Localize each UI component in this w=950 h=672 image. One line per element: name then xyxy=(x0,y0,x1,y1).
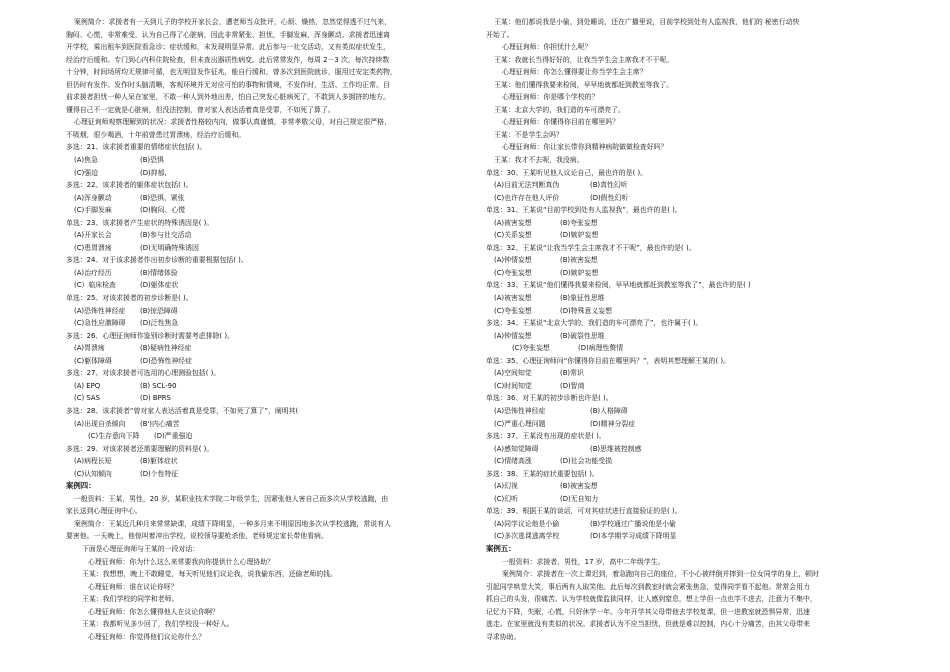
answer-options xyxy=(66,317,458,330)
text-line: 胸闷、心慌，非常难受，认为自己得了心脏病，因此非常紧张、担忧，手脚发麻，浑身颤动。求援者迅速离 xyxy=(66,30,390,39)
option-right: (B)惊恐障碍 xyxy=(140,306,178,315)
option-left: (A)焦急 xyxy=(74,156,98,165)
option-right: (B)真性幻听 xyxy=(590,181,628,190)
answer-options xyxy=(66,192,458,205)
text-line: 心理征询师：你是哪个学校的？ xyxy=(502,93,599,102)
option-right: (B)被害妄想 xyxy=(560,256,598,265)
answer-options xyxy=(66,204,458,217)
option-left: (A)病程长短 xyxy=(74,457,112,466)
option-right: (D)胸闷、心慌 xyxy=(140,206,186,215)
option-left: (C)躯体障碍 xyxy=(74,356,112,365)
option-left: (C)强迫 xyxy=(74,168,98,177)
option-right: (D)精神分裂症 xyxy=(590,419,636,428)
answer-options xyxy=(66,279,458,292)
text-line: 多选：22、该求援者的躯体症状包括( )。 xyxy=(66,181,193,190)
option-right: (D)智商 xyxy=(560,381,585,390)
option-left: (C)急性应激障碍 xyxy=(74,319,126,328)
answer-options xyxy=(486,367,886,380)
text-line: 心理征询师：你为什么这么来常要我向你提供什么心理协助？ xyxy=(88,557,275,566)
option-right: (B)人格障碍 xyxy=(590,406,628,415)
text-line: 一般资料：王某，男性，20 岁，某职业技术学院二年级学生，因紧张他人害自己而多次从学校逃跑，由 xyxy=(74,494,389,503)
option-left: (A)感知觉障碍 xyxy=(494,444,539,453)
text-line: 抓自己的头发，很痛苦。认为学校就像监狱同样，让人感到窒息，想上学但一点也学不进去，注意力不集中， xyxy=(486,595,817,604)
text-line: 心理征询师：你担忧什么呢？ xyxy=(502,43,592,52)
option-left: (C)夸张妄想 xyxy=(494,268,532,277)
option-right: (B)学校通过广播说他是小偷 xyxy=(590,519,676,528)
option-left: (A)治疗经历 xyxy=(74,268,112,277)
option-right: (B)疑病性神经症 xyxy=(140,344,192,353)
text-line: 十分钟，时间场所均无规律可循，也无明显发作征兆，能自行缓和，曾多次到医院就诊，服用过安定类药物， xyxy=(66,68,397,77)
option-left: (C)关系妄想 xyxy=(494,231,532,240)
option-left: (A)开家长会 xyxy=(74,231,112,240)
text-line: 逃走。在家里就没有类似的状况。求援者认为不应当担忧，但就是难以控制，内心十分痛苦，由其父母带来 xyxy=(486,620,810,629)
right-column xyxy=(486,16,886,643)
left-column xyxy=(66,16,458,643)
answer-options xyxy=(486,418,886,431)
text-line: 王某：他们懂得我要来检阅，早早地就都赶到教室等我了。 xyxy=(494,80,674,89)
text-line: 一般资料：求援者，男性，17 岁，高中二年级学生。 xyxy=(502,557,665,566)
option-left: (C)也许存在他人评价 xyxy=(494,193,560,202)
answer-options xyxy=(486,305,886,318)
option-right: (D)社会功能受损 xyxy=(560,457,613,466)
text-line: 单选：31、王某说“目前学校到处有人监视我”，最也许的是( )。 xyxy=(486,206,682,215)
option-right: (D) BPRS xyxy=(140,394,171,403)
option-right: (B)参与社交活动 xyxy=(140,231,192,240)
text-line: 不吸烟，很少喝酒，十年前曾患过胃溃疡，经治疗后缓和。 xyxy=(66,130,246,139)
answer-options xyxy=(66,154,458,167)
answer-options xyxy=(66,342,458,355)
answer-options xyxy=(486,330,886,343)
option-left: (A)钟情妄想 xyxy=(494,331,532,340)
option-left: (C)患胃溃疡 xyxy=(74,243,112,252)
option-left: (A)被害妄想 xyxy=(494,294,532,303)
option-right: (B)象征性思维 xyxy=(560,294,605,303)
text-line: 寻求协助。 xyxy=(486,632,521,641)
option-left: (A)目前无法判断真伪 xyxy=(494,181,560,190)
section-heading: 案例五： xyxy=(486,543,516,553)
text-line: 王某：北京大学的，我们造的车可漂亮了。 xyxy=(494,105,625,114)
option-right: (D)本学期学习成绩下降明显 xyxy=(590,532,677,541)
answer-options xyxy=(486,530,886,543)
text-line: 单选：36、对王某的初步诊断也许是( )。 xyxy=(486,394,613,403)
text-line: 王某：他们都说我是小偷，到处睡说，还在广播里说，目前学校到处有人监视我，他们的 秘密行动快 xyxy=(494,18,800,26)
text-line: 多选：37、王某没有出现的症状是( )。 xyxy=(486,432,606,441)
option-right: (D)个性特征 xyxy=(140,469,179,478)
answer-options xyxy=(66,455,458,468)
text-line: 案例简介：王某近几种月来常常缺课，成绩下降明显，一种多月来不明原因地多次从学校逃跑，常说有人 xyxy=(74,519,391,528)
option-right: (D)泛性焦急 xyxy=(140,319,179,328)
text-line: 开学校，乘出租车到医院看急诊；症状缓和，未发现明显异常。此后参与一社交活动，又有类似症状发生， xyxy=(66,43,390,52)
option-left: (A)空间知觉 xyxy=(494,369,532,378)
option-left: (C)夸张妄想 xyxy=(512,344,550,353)
answer-options xyxy=(66,430,458,443)
option-right: (D)恐怖性神经症 xyxy=(140,356,193,365)
answer-options xyxy=(486,179,886,192)
option-right: (B)思维被控制感 xyxy=(590,444,642,453)
text-line: 多选：21、该求援者重要的情绪症状包括( )。 xyxy=(66,143,207,152)
text-line: 王某：我就长当得好好的，让我当学生会主席我才不干呢。 xyxy=(494,55,674,64)
option-right: (B)恐惧 xyxy=(140,156,164,165)
option-right: (D)无明确特殊诱因 xyxy=(140,243,199,252)
text-line: 经治疗后缓和。专门到心内科住院检查，但未查出器质性病变。此后常常发作，每周 2－3 次，每次持续数 xyxy=(66,55,390,64)
text-line: 心理征询师：你怎么懂得要让你当学生会主席？ xyxy=(502,68,647,77)
option-right: (D)嫉妒妄想 xyxy=(560,231,599,240)
option-left: (A)出现自杀倾向 xyxy=(74,419,126,428)
text-line: 引起同学哄堂大笑，事后两有人取笑他。此后每次到教室时就会紧张焦急，觉得同学看不起他。常常会用力 xyxy=(486,582,810,591)
text-line: 心理征询师：你让家长带你到精神病院做做检查好吗？ xyxy=(502,143,668,152)
text-line: 懂得自己不一定就是心脏病，但没法控制，曾对家人表达活着真是受罪，不如死了算了。 xyxy=(66,105,335,114)
answer-options xyxy=(486,493,886,506)
text-line: 单选：25、对该求援者的初步诊断是( )。 xyxy=(66,294,193,303)
text-line: 单选：30、王某听见他人议论自己，最也许的是( )。 xyxy=(486,168,648,177)
text-line: 单选：39、根据王某的谈话，可对其症状进行直接验证的是( )。 xyxy=(486,507,682,516)
option-right: (B) SCL-90 xyxy=(140,381,177,390)
answer-options xyxy=(66,242,458,255)
answer-options xyxy=(486,192,886,205)
option-right: (B)被害妄想 xyxy=(560,482,598,491)
text-line: 心理征询师观察理解到的状况：求援者性格较内向，做事认真谨慎，非常孝敬父母，对自己规定很严格， xyxy=(74,118,391,127)
text-line: 多选：38、王某的症状重要包括( )。 xyxy=(486,469,599,478)
text-line: 多选：26、心理征询师作鉴别诊断时需要考虑排除( )。 xyxy=(66,331,234,340)
text-line: 案例简介：求援者有一天到儿子的学校开家长会，遭老师当众批评，心烦、燥热，忽然觉得透不过气来， xyxy=(74,18,391,26)
option-left: (C)时间知觉 xyxy=(494,381,532,390)
answer-options xyxy=(486,405,886,418)
option-left: (C)夸张妄想 xyxy=(494,306,532,315)
text-line: 案例简介：求援者在一次上课迟到，着急跑向自己的座位，不小心被绊倒并摔到一位女同学的身上，顿时 xyxy=(502,570,819,579)
option-left: (A)胃溃疡 xyxy=(74,344,105,353)
option-right: (B)躯体症状 xyxy=(140,457,178,466)
option-right: (D)抑郁, xyxy=(140,168,167,177)
text-line: 家长送到心理征询中心。 xyxy=(66,507,142,516)
option-left: (C)生存意向下降 xyxy=(88,432,140,441)
answer-options xyxy=(486,455,886,468)
answer-options xyxy=(66,229,458,242)
text-line: 单选：32、王某说“让我当学生会主席我才不干呢”，最也许的是( )。 xyxy=(486,243,696,252)
text-line: 下面是心理征询师与王某的一段对话： xyxy=(82,544,200,553)
option-left: (C）临床检查 xyxy=(74,281,116,290)
text-line: 王某：我才不去呢，我没病。 xyxy=(494,156,584,165)
answer-options xyxy=(66,355,458,368)
option-right: (D)假性幻听 xyxy=(590,193,629,202)
text-line: 心理征询师：你觉得他们议论你什么？ xyxy=(88,632,206,641)
option-left: (A)幻视 xyxy=(494,482,518,491)
text-line: 要害他。一天晚上，他惊叫着冲出学校，说校领导要枪杀他，老师规定家长带他看病。 xyxy=(66,532,328,541)
option-right: (B')内心痛苦 xyxy=(140,419,180,428)
answer-options xyxy=(486,217,886,230)
answer-options xyxy=(66,267,458,280)
option-right: (D)特殊意义妄想 xyxy=(560,306,613,315)
text-line: 多选：34、王某说“北京大学的，我们造的车可漂亮了”，也许属于( )。 xyxy=(486,319,703,328)
option-left: (C)手脚发麻 xyxy=(74,206,112,215)
text-line: 单选：35、心理征询师问“你懂得你目前在哪里吗？”，表明其想理解王某的( )。 xyxy=(486,356,730,365)
text-line: 多选：29、对该求援者还需要理解的资料是( )。 xyxy=(66,444,214,453)
option-left: (A)恐怖性神经症 xyxy=(74,306,126,315)
answer-options xyxy=(66,418,458,431)
text-line: 王某：我都听见多少回了，我们学校没一种好人。 xyxy=(82,620,234,629)
text-line: 单选：23、该求援者产生症状的特殊诱因是( )。 xyxy=(66,218,214,227)
option-left: (C)认知倾向 xyxy=(74,469,112,478)
text-line: 心理征询师：你怎么懂得他人在议论你啊？ xyxy=(88,607,219,616)
option-right: (D)嫉妒妄想 xyxy=(560,268,599,277)
option-left: (C) SAS xyxy=(74,394,100,403)
option-left: (C)情绪高涨 xyxy=(494,457,532,466)
text-line: 心理征询师：你懂得你目前在哪里吗？ xyxy=(502,118,620,127)
option-right: (D)无自知力 xyxy=(560,494,599,503)
option-left: (C)严重心理问题 xyxy=(494,419,546,428)
section-heading: 案例四： xyxy=(66,481,96,491)
option-right: (B)夸张妄想 xyxy=(560,218,598,227)
option-right: (B)恐惧、紧张 xyxy=(140,193,185,202)
answer-options xyxy=(66,380,458,393)
answer-options xyxy=(66,305,458,318)
text-line: 多选：24、对于该求援者作出初步诊断的重要根据包括( )。 xyxy=(66,256,248,265)
answer-options xyxy=(486,229,886,242)
text-line: 开始了。 xyxy=(486,30,514,39)
answer-options xyxy=(66,468,458,481)
option-left: (C)幻听 xyxy=(494,494,518,503)
text-line: 王某：不是学生会吗？ xyxy=(494,130,563,139)
option-left: (A)浑身颤动 xyxy=(74,193,112,202)
answer-options xyxy=(486,443,886,456)
answer-options xyxy=(66,392,458,405)
text-line: 多选：27、对该求援者可选用的心理测验包括( )。 xyxy=(66,369,221,378)
option-left: (A)同学议论他是小偷 xyxy=(494,519,560,528)
text-line: 王某：我想想，晚上不敢睡觉，每天听见他们议论我，说我偷东西，还偷老师的钱。 xyxy=(82,570,337,579)
option-right: (B)情绪体验 xyxy=(140,268,178,277)
answer-options xyxy=(486,254,886,267)
text-line: 前求援者担忧一种人呆在家里，不敢一种人到外地出差，怕自己突发心脏病死了，不敢到人多拥挤的地方。 xyxy=(66,93,390,102)
text-line: 王某：我们学校的同学和老师。 xyxy=(82,595,179,604)
text-line: 但仍时有发作。发作时头脑清晰，客观环境并无对应可怕的事物和情境，不发作时，生活、工作均正常。目 xyxy=(66,80,390,89)
option-right: (B)常识 xyxy=(560,369,584,378)
answer-options xyxy=(486,480,886,493)
text-line: 心理征询师：谁在议论你呀？ xyxy=(88,582,178,591)
option-right: (D)严重强迫 xyxy=(154,432,193,441)
option-left: (A) EPQ xyxy=(74,381,101,390)
option-right: (B)破裂性思维 xyxy=(560,331,605,340)
option-right: (D)躯体症状 xyxy=(140,281,179,290)
answer-options xyxy=(486,342,886,355)
answer-options xyxy=(486,267,886,280)
option-left: (A)恐怖性神经症 xyxy=(494,406,546,415)
option-right: (D)病理性赘情 xyxy=(578,344,624,353)
text-line: 记忆力下降，失眠，心慌，只好休学一年。今年开学其父母带他去学校复课，但一进教室就恐惧异常，迅速 xyxy=(486,607,810,616)
option-left: (C)多次逃课逃离学校 xyxy=(494,532,560,541)
answer-options xyxy=(66,167,458,180)
answer-options xyxy=(486,292,886,305)
answer-options xyxy=(486,518,886,531)
text-line: 多选：28、该求援者“曾对家人表达活着真是受罪，不如死了算了”，阐明其( xyxy=(66,406,299,415)
option-left: (A)钟情妄想 xyxy=(494,256,532,265)
answer-options xyxy=(486,380,886,393)
text-line: 单选：33、王某说“他们懂得我要来检阅，早早地就都赶到教室等我了”，最也许的是( ) xyxy=(486,281,751,290)
option-left: (A)被害妄想 xyxy=(494,218,532,227)
